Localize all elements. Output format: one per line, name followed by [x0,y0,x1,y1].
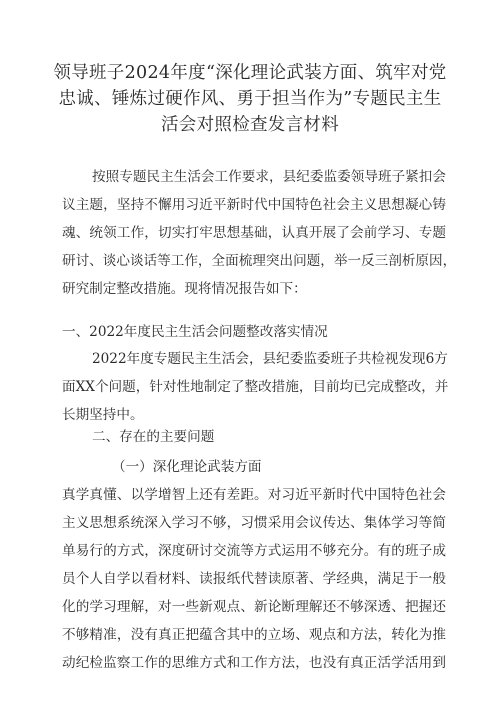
document-title [40,60,460,138]
section-2-heading: 二、存在的主要问题 [92,429,215,445]
title-line-2: 忠诚、锤炼过硬作风、勇于担当作为”专题民主生 [58,89,442,109]
paragraph-line: 魂、统领工作，切实打牢思想基础，认真开展了会前学习、专题 [62,225,446,241]
paragraph-line: 单易行的方式，深度研讨交流等方式运用不够充分。有的班子成 [62,543,446,559]
paragraph-line: 动纪检监察工作的思维方式和工作方法，也没有真正活学活用到 [62,655,446,671]
paragraph-line: 议主题，坚持不懈用习近平新时代中国特色社会主义思想凝心铸 [62,197,446,213]
paragraph-line: 研讨、谈心谈话等工作，全面梳理突出问题，举一反三剖析原因， [62,253,457,269]
paragraph-line: 化的学习理解，对一些新观点、新论断理解还不够深透、把握还 [62,599,446,615]
paragraph-line: 面XX个问题，针对性地制定了整改措施，目前均已完成整改，并 [62,379,449,395]
paragraph-line: 按照专题民主生活会工作要求，县纪委监委领导班子紧扣会 [92,169,446,185]
intro-paragraph [62,163,457,303]
section-2-subheading: （一）深化理论武装方面 [112,459,262,475]
paragraph-line: 长期坚持中。 [62,407,144,423]
section-2-paragraph [62,481,446,677]
title-line-1: 领导班子2024年度“深化理论武装方面、筑牢对党 [53,63,447,83]
paragraph-line: 主义思想系统深入学习不够，习惯采用会议传达、集体学习等简 [62,515,446,531]
section-1-heading: 一、2022年度民主生活会问题整改落实情况 [62,324,328,340]
paragraph-line: 不够精准，没有真正把蕴含其中的立场、观点和方法，转化为推 [62,627,446,643]
paragraph-line: 真学真懂、以学增智上还有差距。对习近平新时代中国特色社会 [62,487,446,503]
title-line-3: 活会对照检查发言材料 [161,115,339,135]
paragraph-line: 2022年度专题民主生活会，县纪委监委班子共检视发现6方 [92,351,448,367]
paragraph-line: 员个人自学以看材料、读报纸代替读原著、学经典，满足于一般 [62,571,446,587]
section-1-paragraph [62,345,449,429]
paragraph-line: 研究制定整改措施。现将情况报告如下： [62,281,307,297]
